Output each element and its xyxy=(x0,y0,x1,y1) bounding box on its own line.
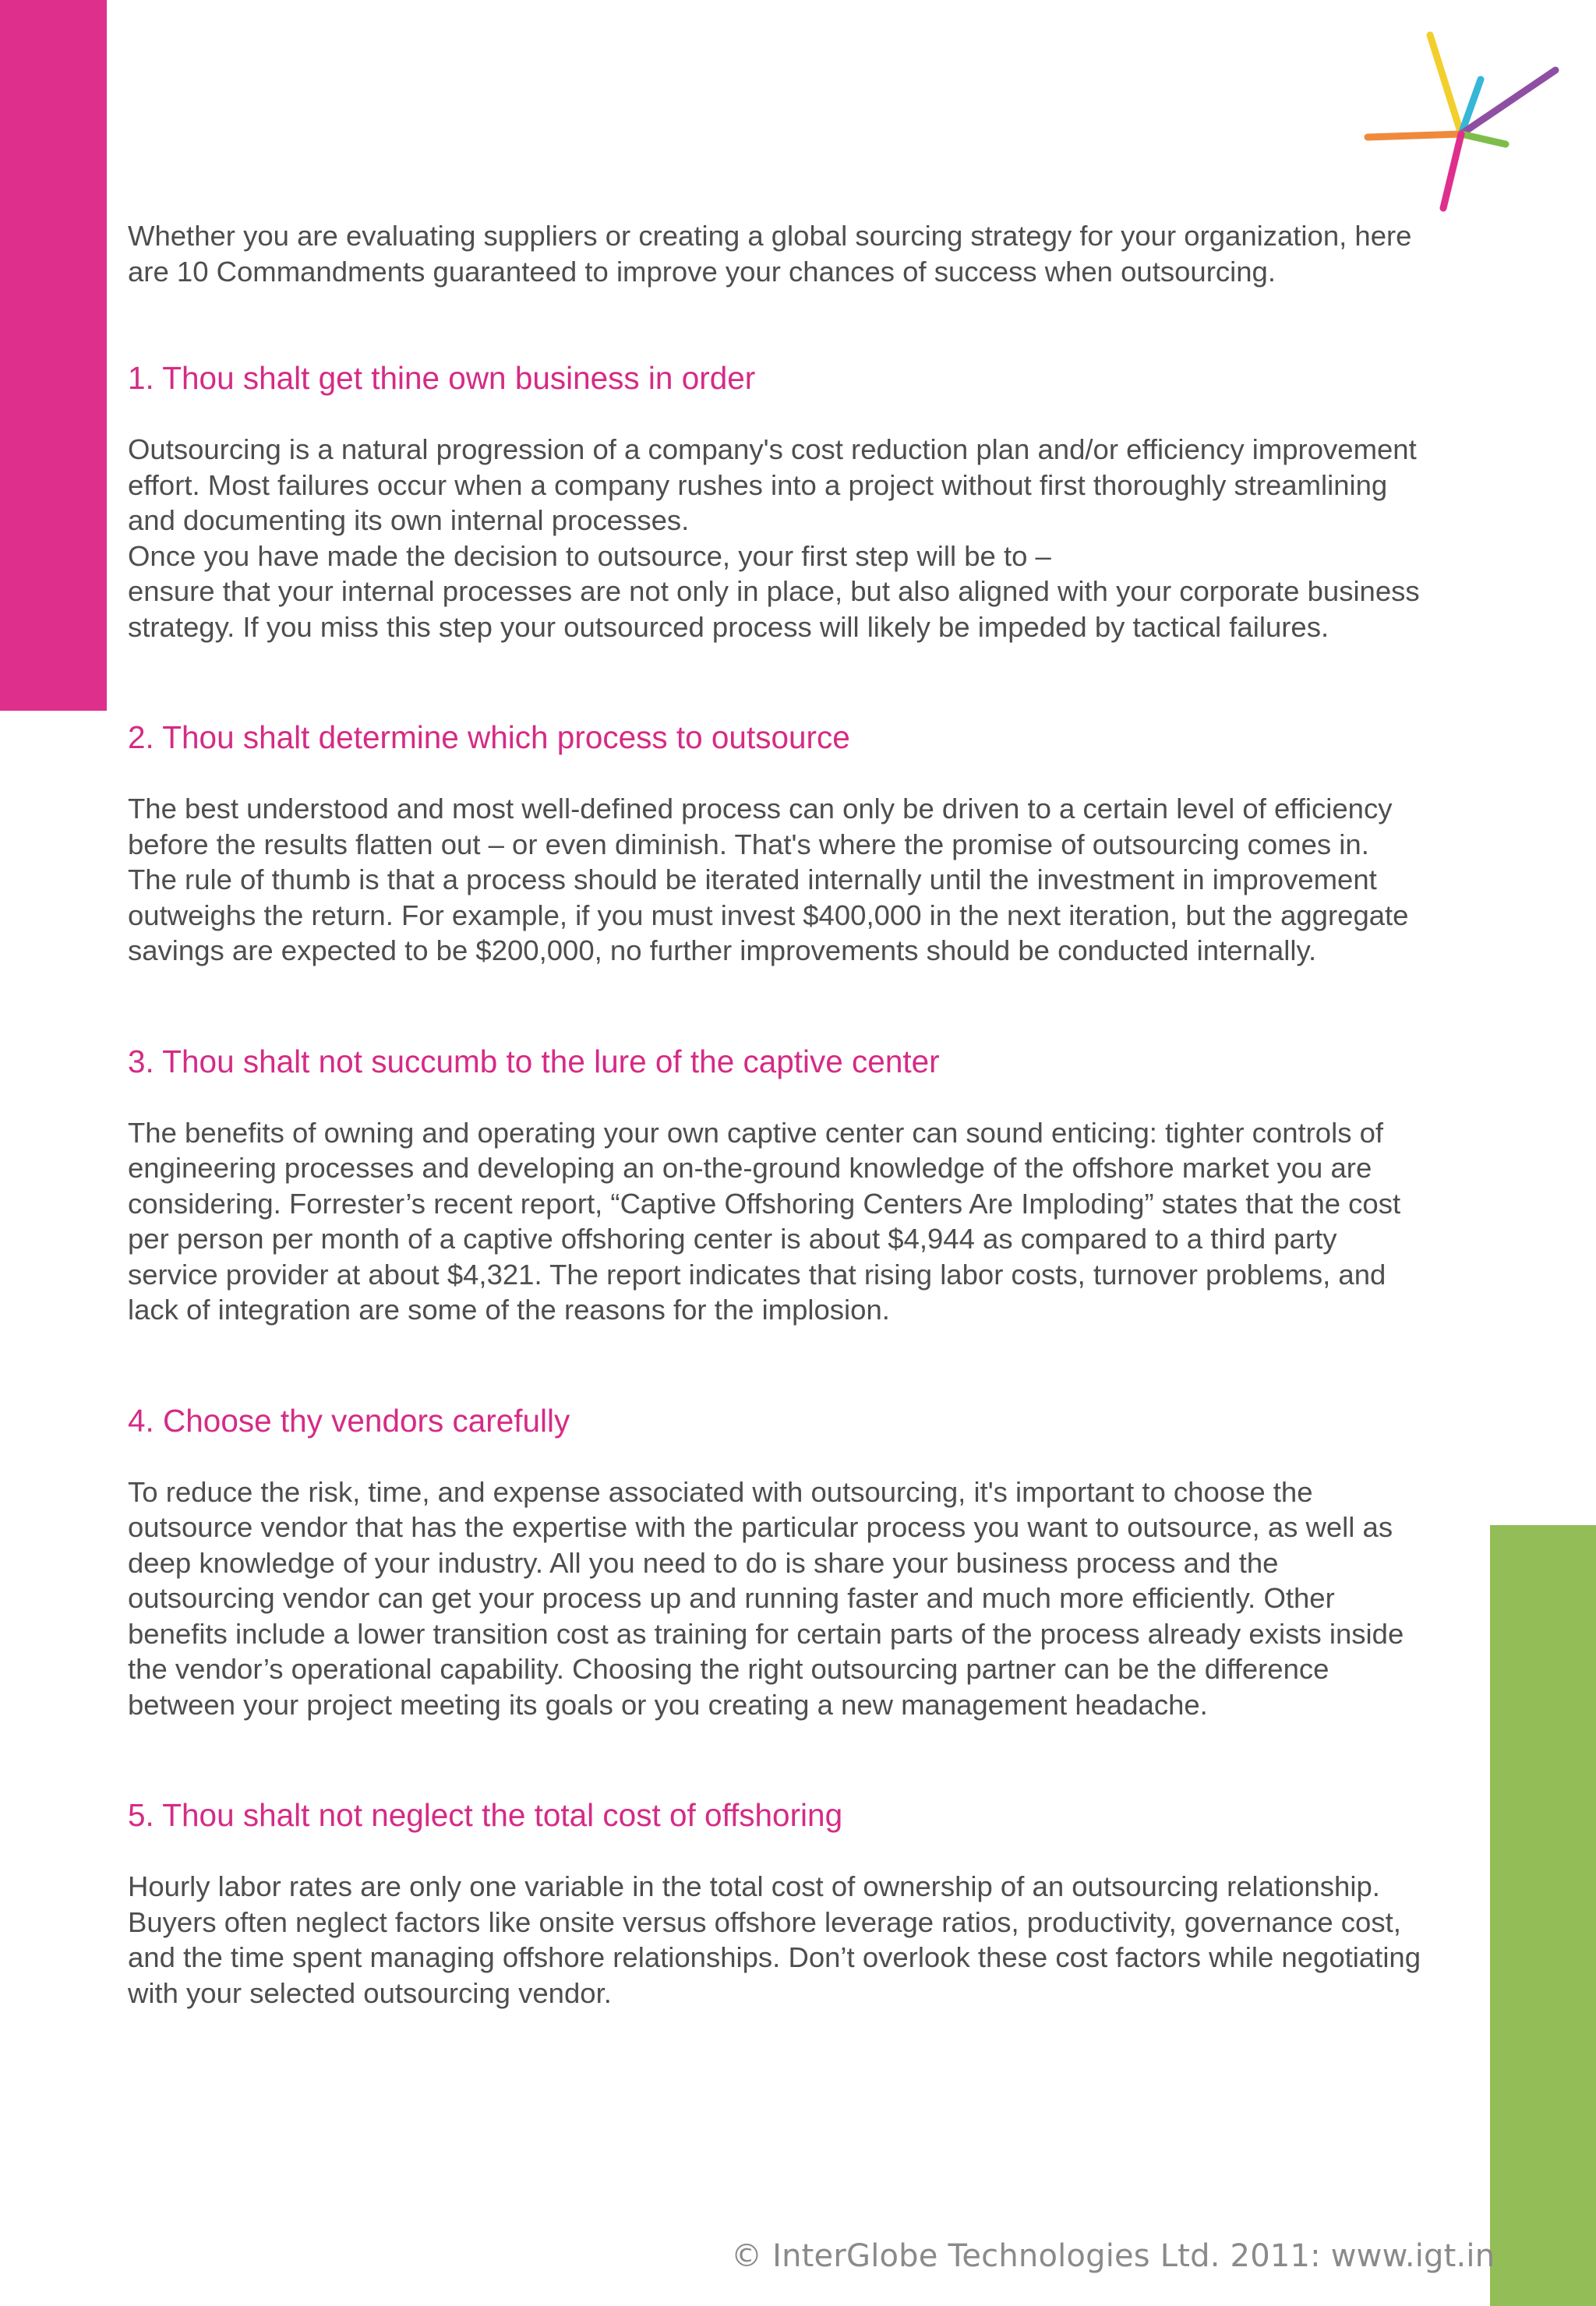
text-line: The best understood and most well-defined process can only be driven to a certain level of efficiency xyxy=(128,793,1393,825)
text-line: strategy. If you miss this step your outsourced process will likely be impeded by tactical failures. xyxy=(128,610,1329,643)
document-body xyxy=(128,218,1468,2011)
text-line: To reduce the risk, time, and expense associated with outsourcing, it's important to choose the xyxy=(128,1475,1313,1508)
text-line: Buyers often neglect factors like onsite versus offshore leverage ratios, productivity, governance cost, xyxy=(128,1905,1401,1938)
text-line: before the results flatten out – or even diminish. That's where the promise of outsourcing comes in. xyxy=(128,828,1369,860)
section-5-heading: 5. Thou shalt not neglect the total cost of offshoring xyxy=(128,1797,843,1833)
text-line: deep knowledge of your industry. All you need to do is share your business process and the xyxy=(128,1546,1279,1579)
text-line: per person per month of a captive offshoring center is about $4,944 as compared to a third party xyxy=(128,1223,1337,1255)
text-line: outsource vendor that has the expertise with the particular process you want to outsource, as well as xyxy=(128,1511,1393,1543)
text-line: and documenting its own internal processes. xyxy=(128,504,690,536)
intro-line: Whether you are evaluating suppliers or creating a global sourcing strategy for your organization, here xyxy=(128,220,1412,252)
section-2-heading: 2. Thou shalt determine which process to outsource xyxy=(128,719,850,755)
text-line: effort. Most failures occur when a company rushes into a project without first thoroughly streamlining xyxy=(128,468,1388,501)
text-line: outsourcing vendor can get your process up and running faster and much more efficiently. Other xyxy=(128,1582,1335,1614)
section-1-heading: 1. Thou shalt get thine own business in order xyxy=(128,360,756,396)
section-2-paragraph xyxy=(128,791,1468,969)
text-line: savings are expected to be $200,000, no further improvements should be conducted internally. xyxy=(128,934,1317,966)
text-line: The rule of thumb is that a process should be iterated internally until the investment in improvement xyxy=(128,863,1377,895)
text-line: benefits include a lower transition cost as training for certain parts of the process already exists inside xyxy=(128,1617,1404,1650)
intro-line: are 10 Commandments guaranteed to improve your chances of success when outsourcing. xyxy=(128,256,1276,288)
text-line: Once you have made the decision to outsource, your first step will be to – xyxy=(128,539,1051,572)
text-line: considering. Forrester’s recent report, “Captive Offshoring Centers Are Imploding” states that the cost xyxy=(128,1187,1401,1220)
left-pink-bar xyxy=(0,0,107,711)
section-5-paragraph xyxy=(128,1869,1468,2011)
section-1-paragraph xyxy=(128,432,1468,644)
intro-paragraph xyxy=(128,218,1468,290)
copyright-footer: © InterGlobe Technologies Ltd. 2011: www.igt.in xyxy=(731,2238,1495,2274)
section-3-paragraph xyxy=(128,1115,1468,1328)
text-line: with your selected outsourcing vendor. xyxy=(128,1976,612,2009)
right-green-bar xyxy=(1490,1525,1596,2306)
text-line: Outsourcing is a natural progression of a company's cost reduction plan and/or efficiency improvement xyxy=(128,433,1417,465)
text-line: service provider at about $4,321. The report indicates that rising labor costs, turnover problems, and xyxy=(128,1258,1386,1291)
text-line: outweighs the return. For example, if you must invest $400,000 in the next iteration, but the aggregate xyxy=(128,899,1409,931)
igt-starburst-logo-icon xyxy=(1356,23,1566,218)
text-line: ensure that your internal processes are not only in place, but also aligned with your corporate business xyxy=(128,575,1420,607)
text-line: the vendor’s operational capability. Choosing the right outsourcing partner can be the difference xyxy=(128,1653,1329,1685)
text-line: Hourly labor rates are only one variable in the total cost of ownership of an outsourcing relationship. xyxy=(128,1870,1380,1902)
text-line: engineering processes and developing an on-the-ground knowledge of the offshore market you are xyxy=(128,1152,1372,1184)
section-4-paragraph xyxy=(128,1474,1468,1723)
text-line: between your project meeting its goals or you creating a new management headache. xyxy=(128,1688,1208,1721)
text-line: and the time spent managing offshore relationships. Don’t overlook these cost factors while negotiating xyxy=(128,1941,1421,1973)
text-line: The benefits of owning and operating your own captive center can sound enticing: tighter controls of xyxy=(128,1116,1384,1149)
text-line: lack of integration are some of the reasons for the implosion. xyxy=(128,1294,890,1326)
section-4-heading: 4. Choose thy vendors carefully xyxy=(128,1402,570,1439)
section-3-heading: 3. Thou shalt not succumb to the lure of the captive center xyxy=(128,1043,940,1079)
